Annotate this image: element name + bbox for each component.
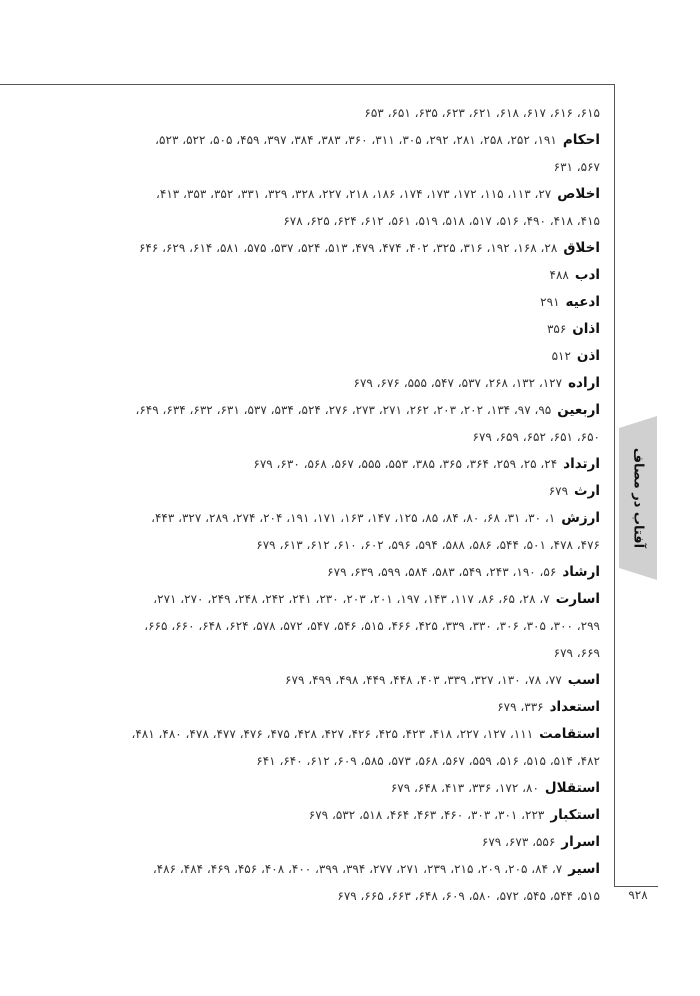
index-term: ارزش bbox=[561, 510, 600, 526]
index-line bbox=[100, 856, 600, 883]
index-line bbox=[100, 181, 600, 208]
index-line bbox=[100, 100, 600, 127]
index-page-refs: ۵۱۵، ۵۴۴، ۵۴۵، ۵۷۲، ۵۸۰، ۶۰۹، ۶۴۸، ۶۶۳، ۶۶۵، ۶۷۹ bbox=[337, 889, 600, 903]
index-page-refs: ۲۴، ۲۵، ۲۵۹، ۳۶۴، ۳۶۵، ۳۸۵، ۵۵۳، ۵۵۵، ۵۶۷، ۵۶۸، ۶۳۰، ۶۷۹ bbox=[253, 457, 558, 471]
index-page-refs: ۱۱۱، ۱۲۷، ۲۲۷، ۴۱۸، ۴۲۳، ۴۲۵، ۴۲۶، ۴۲۷، ۴۲۸، ۴۷۵، ۴۷۶، ۴۷۷، ۴۷۸، ۴۸۰، ۴۸۱، bbox=[131, 727, 534, 741]
index-term: ارث bbox=[574, 483, 600, 499]
index-page-refs: ۲۹۹، ۳۰۰، ۳۰۵، ۳۰۶، ۳۳۰، ۳۳۹، ۴۲۵، ۴۶۶، ۵۱۵، ۵۴۶، ۵۴۷، ۵۷۲، ۵۷۸، ۶۲۴، ۶۴۸، ۶۶۰، ۶۶۵، bbox=[144, 619, 600, 633]
chapter-tab-label: آفتاب در مصاف bbox=[630, 447, 646, 549]
index-page-refs: ۵۱۲ bbox=[551, 349, 571, 363]
index-page-refs: ۵۶۷، ۶۳۱ bbox=[553, 160, 600, 174]
index-term: اسیر bbox=[568, 861, 600, 877]
index-page-refs: ۱۹۱، ۲۵۲، ۲۵۸، ۲۸۱، ۲۹۲، ۳۰۵، ۳۱۱، ۳۶۰، ۳۸۳، ۳۸۴، ۳۹۷، ۴۵۹، ۵۰۵، ۵۲۲، ۵۲۳، bbox=[155, 133, 557, 147]
page-number: ۹۲۸ bbox=[628, 888, 648, 902]
index-page-refs: ۳۵۶ bbox=[546, 322, 567, 336]
index-line bbox=[100, 289, 600, 316]
index-line bbox=[100, 127, 600, 154]
margin-rule bbox=[614, 84, 615, 886]
top-rule bbox=[0, 84, 614, 85]
index-line bbox=[100, 235, 600, 262]
index-line bbox=[100, 775, 600, 802]
index-line bbox=[100, 559, 600, 586]
index-line bbox=[100, 883, 600, 910]
index-term: ارتداد bbox=[563, 456, 600, 472]
index-term: اسارت bbox=[555, 591, 600, 607]
index-term: ادب bbox=[574, 267, 600, 283]
index-line bbox=[100, 694, 600, 721]
index-line bbox=[100, 397, 600, 424]
index-line bbox=[100, 478, 600, 505]
index-term: اذن bbox=[576, 348, 600, 364]
index-page-refs: ۲۲۳، ۳۰۱، ۳۰۳، ۴۶۰، ۴۶۳، ۴۶۴، ۵۱۸، ۵۳۲، ۶۷۹ bbox=[308, 808, 545, 822]
index-page-refs: ۴۸۲، ۵۱۴، ۵۱۵، ۵۱۶، ۵۵۹، ۵۶۷، ۵۶۸، ۵۷۳، ۵۸۵، ۶۰۹، ۶۱۲، ۶۴۰، ۶۴۱ bbox=[256, 754, 600, 768]
index-term: اسب bbox=[567, 672, 600, 688]
index-page-refs: ۸۰، ۱۷۲، ۳۳۶، ۴۱۳، ۶۴۸، ۶۷۹ bbox=[390, 781, 539, 795]
index-line bbox=[100, 586, 600, 613]
index-page-refs: ۶۶۹، ۶۷۹ bbox=[553, 646, 600, 660]
index-page-refs: ۷، ۸۴، ۲۰۵، ۲۰۹، ۲۱۵، ۲۳۹، ۲۷۱، ۲۷۷، ۳۹۴، ۳۹۹، ۴۰۰، ۴۰۸، ۴۵۶، ۴۶۹، ۴۸۴، ۴۸۶، bbox=[152, 862, 563, 876]
index-line bbox=[100, 208, 600, 235]
index-line bbox=[100, 748, 600, 775]
index-line bbox=[100, 532, 600, 559]
index-line bbox=[100, 424, 600, 451]
index-term: اخلاص bbox=[557, 186, 600, 202]
index-line bbox=[100, 451, 600, 478]
index-page-refs: ۲۷، ۱۱۳، ۱۱۵، ۱۷۲، ۱۷۳، ۱۷۴، ۱۸۶، ۲۱۸، ۲۲۷، ۳۲۸، ۳۲۹، ۳۳۱، ۳۵۲، ۳۵۳، ۴۱۳، bbox=[156, 187, 552, 201]
index-term: اذان bbox=[572, 321, 600, 337]
index-term: اربعین bbox=[557, 402, 600, 418]
index-line bbox=[100, 343, 600, 370]
index-page-refs: ۷۷، ۷۸، ۱۳۰، ۳۲۷، ۳۳۹، ۴۰۳، ۴۴۸، ۴۴۹، ۴۹۸، ۴۹۹، ۶۷۹ bbox=[285, 673, 562, 687]
index-page-refs: ۴۸۸ bbox=[549, 268, 569, 282]
index-term: اسرار bbox=[561, 834, 600, 850]
index-line bbox=[100, 640, 600, 667]
index-page-refs: ۴۱۵، ۴۱۸، ۴۹۰، ۵۱۶، ۵۱۷، ۵۱۸، ۵۱۹، ۵۶۱، ۶۱۲، ۶۲۴، ۶۲۵، ۶۷۸ bbox=[283, 214, 600, 228]
index-page-refs: ۶۱۵، ۶۱۶، ۶۱۷، ۶۱۸، ۶۲۱، ۶۲۳، ۶۳۵، ۶۵۱، ۶۵۳ bbox=[364, 106, 600, 120]
index-term: ادعیه bbox=[565, 294, 600, 310]
index-term: اراده bbox=[568, 375, 600, 391]
index-line bbox=[100, 154, 600, 181]
index-page-refs: ۲۹۱ bbox=[540, 295, 560, 309]
index-page-refs: ۲۸، ۱۶۸، ۱۹۲، ۳۱۶، ۳۲۵، ۴۰۲، ۴۷۴، ۴۷۹، ۵۱۳، ۵۲۴، ۵۳۷، ۵۷۵، ۵۸۱، ۶۱۴، ۶۲۹، ۶۴۶ bbox=[138, 241, 558, 255]
index-term: اخلاق bbox=[563, 240, 600, 256]
index-line bbox=[100, 370, 600, 397]
index-page-refs: ۵۵۶، ۶۷۳، ۶۷۹ bbox=[481, 835, 556, 849]
index-line bbox=[100, 262, 600, 289]
index-page-refs: ۱، ۳۰، ۳۱، ۶۸، ۸۰، ۸۴، ۸۵، ۱۲۵، ۱۴۷، ۱۶۳، ۱۷۱، ۱۹۱، ۲۰۴، ۲۷۴، ۲۸۹، ۳۲۷، ۴۴۳، bbox=[151, 511, 556, 525]
index-line bbox=[100, 829, 600, 856]
index-line bbox=[100, 613, 600, 640]
index-line bbox=[100, 316, 600, 343]
index-page-refs: ۹۵، ۹۷، ۱۳۴، ۲۰۲، ۲۰۳، ۲۶۲، ۲۷۱، ۲۷۳، ۲۷۶، ۵۲۴، ۵۳۴، ۵۳۷، ۶۳۱، ۶۳۲، ۶۳۴، ۶۴۹، bbox=[135, 403, 552, 417]
index-page-refs: ۵۶، ۱۹۰، ۲۴۳، ۵۴۹، ۵۸۳، ۵۸۴، ۵۹۹، ۶۳۹، ۶۷۹ bbox=[327, 565, 557, 579]
index-term: استقامت bbox=[539, 726, 600, 742]
page-number-rule bbox=[614, 886, 658, 887]
index-page-refs: ۷، ۲۸، ۶۵، ۸۶، ۱۱۷، ۱۴۳، ۱۹۷، ۲۰۱، ۲۰۳، ۲۳۰، ۲۴۱، ۲۴۲، ۲۴۸، ۲۴۹، ۲۷۰، ۲۷۱، bbox=[153, 592, 550, 606]
index-term: ارشاد bbox=[562, 564, 600, 580]
index-page-refs: ۱۲۷، ۱۳۲، ۲۶۸، ۵۳۷، ۵۴۷، ۵۵۵، ۶۷۶، ۶۷۹ bbox=[353, 376, 563, 390]
index-page-refs: ۶۷۹ bbox=[548, 484, 569, 498]
index-line bbox=[100, 802, 600, 829]
index-term: استعداد bbox=[549, 699, 600, 715]
index-page-refs: ۴۷۶، ۴۷۸، ۵۰۱، ۵۴۴، ۵۸۶، ۵۸۸، ۵۹۴، ۵۹۶، ۶۰۲، ۶۱۰، ۶۱۲، ۶۱۳، ۶۷۹ bbox=[256, 538, 600, 552]
index-term: استکبار bbox=[550, 807, 600, 823]
index-term: احکام bbox=[562, 132, 600, 148]
index-list bbox=[100, 100, 600, 910]
index-line bbox=[100, 721, 600, 748]
index-page-refs: ۶۵۰، ۶۵۱، ۶۵۲، ۶۵۹، ۶۷۹ bbox=[472, 430, 600, 444]
index-term: استقلال bbox=[544, 780, 600, 796]
index-line bbox=[100, 667, 600, 694]
index-line bbox=[100, 505, 600, 532]
index-page-refs: ۳۳۶، ۶۷۹ bbox=[497, 700, 544, 714]
